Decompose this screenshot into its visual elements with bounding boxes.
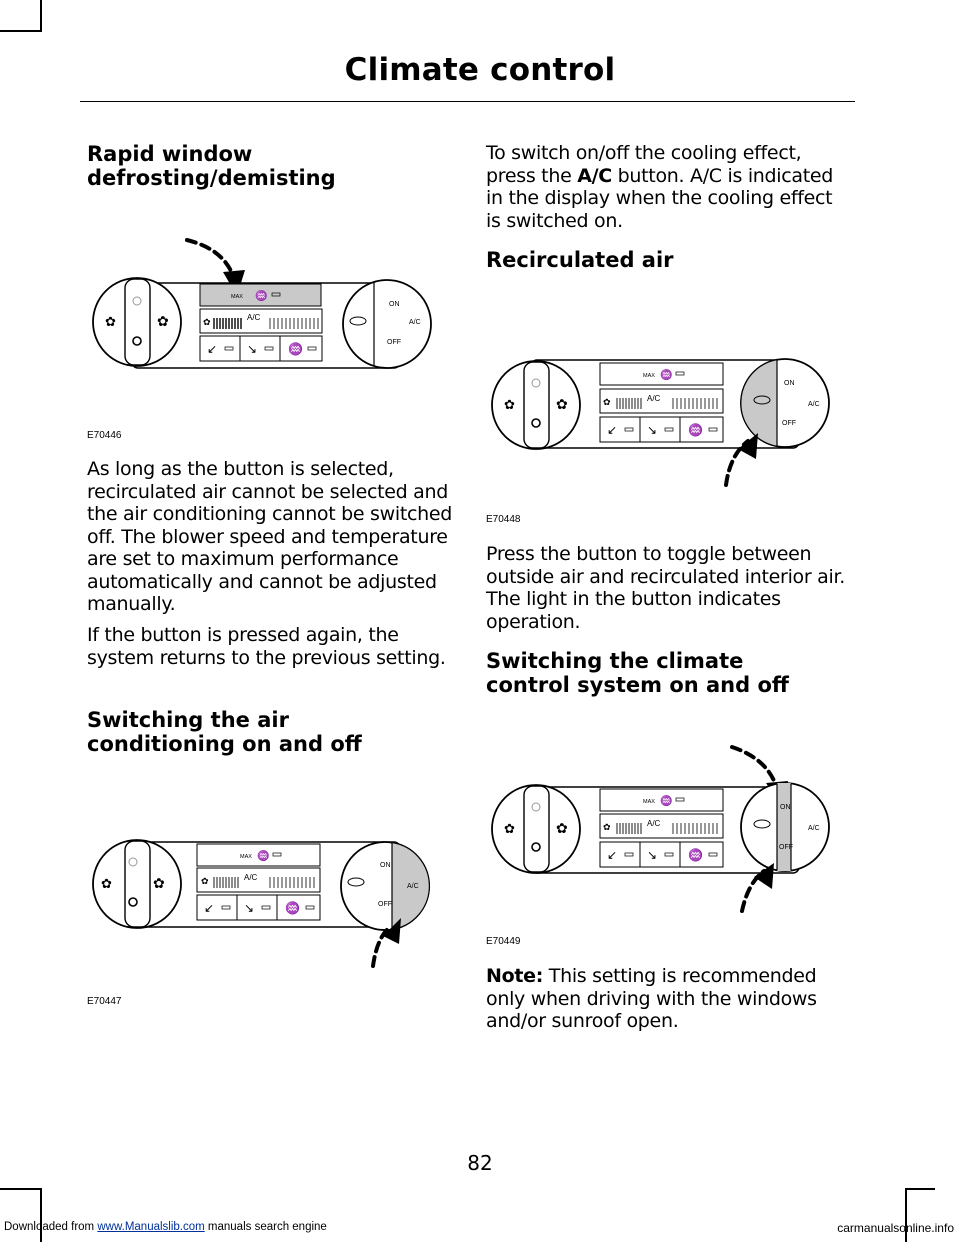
svg-text:A/C: A/C <box>409 319 421 326</box>
svg-text:↙: ↙ <box>204 901 215 915</box>
right-heading-onoff <box>486 649 856 697</box>
svg-text:A/C: A/C <box>808 401 820 408</box>
body-text: button. A/C is indicated in the display when the cooling effect is switched on. <box>486 164 834 232</box>
heading-line: Switching the climate <box>486 649 744 673</box>
note-text: This setting is recommended only when driving with the windows and/or sunroof open. <box>486 965 817 1032</box>
heading-line: conditioning on and off <box>87 732 362 756</box>
svg-text:✿: ✿ <box>153 875 165 891</box>
figure-label: E70446 <box>87 430 122 441</box>
figure-label: E70448 <box>486 514 521 525</box>
body-text: As long as the button is selected, recirculated air cannot be selected and the air conditioning cannot be switched off. The blower speed and temperature are set to maximum performance automatically and cannot be adjusted manually. <box>87 458 453 615</box>
svg-text:A/C: A/C <box>244 873 258 882</box>
body-text: Press the button to toggle between outside air and recirculated interior air. The light in the button indicates operation. <box>486 543 845 633</box>
svg-text:♒: ♒ <box>285 901 300 915</box>
svg-text:✿: ✿ <box>603 822 611 832</box>
svg-text:♒: ♒ <box>257 851 270 862</box>
climate-panel-illustration <box>87 210 447 445</box>
svg-text:OFF: OFF <box>378 901 392 908</box>
manualslib-link[interactable]: www.Manualslib.com <box>97 1221 205 1233</box>
svg-text:✿: ✿ <box>504 821 515 836</box>
svg-text:✿: ✿ <box>603 397 611 407</box>
svg-text:♒: ♒ <box>660 370 673 381</box>
svg-text:♒: ♒ <box>660 796 673 807</box>
svg-text:✿: ✿ <box>203 317 211 327</box>
svg-text:♒: ♒ <box>688 848 703 862</box>
watermark: carmanualsonline.info <box>837 1221 954 1235</box>
svg-text:ON: ON <box>389 301 400 308</box>
svg-text:↘: ↘ <box>647 848 658 862</box>
heading-line: Recirculated air <box>486 248 674 272</box>
figure-e70449 <box>486 735 846 950</box>
svg-text:A/C: A/C <box>808 825 820 832</box>
svg-text:A/C: A/C <box>407 883 419 890</box>
left-para-1 <box>87 458 457 616</box>
svg-text:♒: ♒ <box>288 342 303 356</box>
note-label: Note: <box>486 965 544 987</box>
svg-text:↘: ↘ <box>247 342 258 356</box>
page-number: 82 <box>467 1151 493 1175</box>
svg-text:ON: ON <box>780 804 791 811</box>
climate-panel-illustration <box>87 822 447 1012</box>
svg-text:✿: ✿ <box>157 313 169 329</box>
svg-text:↙: ↙ <box>607 423 618 437</box>
svg-text:MAX: MAX <box>643 373 655 379</box>
crop-mark-bottom-left-h <box>0 1188 42 1190</box>
svg-text:↙: ↙ <box>607 848 618 862</box>
figure-label: E70447 <box>87 996 122 1007</box>
footer-prefix: Downloaded from <box>4 1221 95 1233</box>
climate-panel-illustration <box>486 345 846 530</box>
figure-label: E70449 <box>486 936 521 947</box>
right-para-2 <box>486 543 856 633</box>
left-heading-defrost <box>87 142 447 190</box>
figure-e70447 <box>87 822 447 1012</box>
svg-text:♒: ♒ <box>688 423 703 437</box>
svg-text:↙: ↙ <box>207 342 218 356</box>
svg-text:MAX: MAX <box>231 294 243 300</box>
right-heading-recirc <box>486 248 846 272</box>
figure-e70448 <box>486 345 846 530</box>
climate-panel-illustration <box>486 735 846 950</box>
svg-text:ON: ON <box>380 862 391 869</box>
svg-text:↘: ↘ <box>244 901 255 915</box>
svg-text:OFF: OFF <box>779 844 793 851</box>
ac-button-reference: A/C <box>577 164 612 187</box>
crop-mark-bottom-right-h <box>905 1188 935 1190</box>
svg-text:✿: ✿ <box>101 876 112 891</box>
crop-mark-bottom-left-v <box>40 1188 42 1242</box>
left-heading-ac <box>87 708 447 756</box>
svg-text:A/C: A/C <box>247 313 261 322</box>
svg-text:ON: ON <box>784 380 795 387</box>
svg-text:✿: ✿ <box>504 397 515 412</box>
svg-text:↘: ↘ <box>647 423 658 437</box>
heading-line: Rapid window <box>87 142 253 166</box>
figure-e70446 <box>87 210 447 445</box>
svg-text:A/C: A/C <box>647 394 661 403</box>
heading-line: Switching the air <box>87 708 289 732</box>
svg-text:A/C: A/C <box>647 819 661 828</box>
page-title: Climate control <box>344 52 616 88</box>
svg-text:MAX: MAX <box>643 799 655 805</box>
body-text: To switch on/off the cooling effect, press the <box>486 142 802 187</box>
download-footer <box>4 1221 327 1233</box>
right-para-1 <box>486 142 851 232</box>
heading-line: defrosting/demisting <box>87 166 336 190</box>
svg-text:OFF: OFF <box>387 339 401 346</box>
right-note <box>486 965 856 1033</box>
svg-text:MAX: MAX <box>240 854 252 860</box>
footer-suffix: manuals search engine <box>204 1221 327 1233</box>
svg-text:✿: ✿ <box>105 314 116 329</box>
heading-line: control system on and off <box>486 673 789 697</box>
svg-text:✿: ✿ <box>556 820 568 836</box>
title-rule <box>80 101 855 102</box>
crop-mark-top-left-v <box>40 0 42 30</box>
body-text: If the button is pressed again, the system returns to the previous setting. <box>87 624 446 669</box>
svg-text:✿: ✿ <box>556 396 568 412</box>
svg-text:OFF: OFF <box>782 420 796 427</box>
svg-text:♒: ♒ <box>255 291 268 302</box>
crop-mark-top-left-h <box>0 30 42 32</box>
svg-text:✿: ✿ <box>201 876 209 886</box>
left-para-2 <box>87 624 447 669</box>
